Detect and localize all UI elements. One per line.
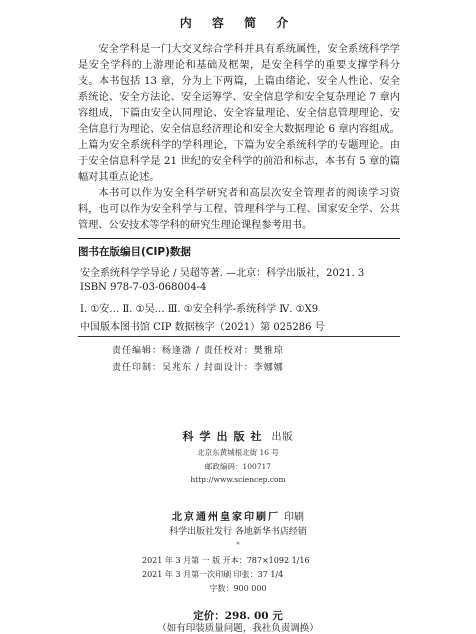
cip-line: 中国版本图书馆 CIP 数据核字（2021）第 025286 号 [80, 322, 325, 333]
credit-line-production: 责任印制：吴兆东 / 封面设计：李娜娜 [112, 363, 284, 373]
wordcount-line: 字数：900 000 [209, 584, 267, 593]
publisher-address: 北京东黄城根北街 16 号 [197, 448, 279, 457]
publisher-suffix: 出版 [271, 432, 294, 443]
publisher-postcode: 邮政编码：100717 [204, 462, 272, 471]
credit-line-editor: 责任编辑：杨逢渤 / 责任校对：樊雅琼 [112, 346, 284, 356]
cip-title: 图书在版编目(CIP)数据 [78, 246, 191, 258]
intro-body [78, 42, 400, 234]
cip-line: ISBN 978-7-03-068004-4 [80, 282, 207, 293]
printer-name: 北京通州皇家印刷厂 [172, 512, 280, 523]
publisher-line [0, 428, 476, 444]
printing-line: 2021 年 3 月第一次印刷 印张：37 1/4 [142, 570, 284, 579]
intro-title: 内 容 简 介 [179, 16, 297, 30]
edition-line: 2021 年 3 月第 一 版 开本：787×1092 1/16 [142, 556, 310, 565]
cip-line: Ⅰ. ①安… Ⅱ. ①吴… Ⅲ. ①安全科学-系统科学 Ⅳ. ①X9 [80, 304, 319, 315]
section-divider [78, 238, 400, 239]
cip-divider [78, 336, 400, 337]
publisher-website: http://www.sciencep.com [190, 475, 286, 484]
distribution-line: 科学出版社发行 各地新华书店经销 [169, 527, 307, 537]
separator-star: * [236, 541, 240, 549]
printer-line [0, 508, 476, 523]
quality-notice: （如有印装质量问题，我社负责调换） [157, 623, 319, 634]
price: 定价：298. 00 元 [193, 610, 283, 622]
cip-line: 安全系统科学学导论 / 吴超等著. —北京：科学出版社，2021. 3 [80, 268, 365, 279]
intro-paragraph: 安全学科是一门大交叉综合学科并具有系统属性，安全系统科学学是安全学科的上游理论和基础及框架，是安全科学的重要支撑学科分支。本书包括 13 章，分为上下两篇，上篇由绪论、安全人性论、安全系统论、安全方法论、安全运筹学、安全信息学和安全复杂理论 7 章内容组成，下篇由安全认同理论、安全容量理论、安全信息管理理论、安全信息行为理论、安全信息经济理论和安全大数据理论 6 章内容组成。上篇为安全系统科学的学科理论，下篇为安全系统科学的专题理论。由于安全信息科学是 21 世纪的安全科学的前沿和标志，本书有 5 章的篇幅对其重点论述。 [78, 44, 400, 183]
intro-paragraph: 本书可以作为安全科学研究者和高层次安全管理者的阅读学习资料，也可以作为安全科学与工程、管理科学与工程、国家安全学、公共管理、公安技术等学科的研究生理论课程参考用书。 [78, 188, 400, 231]
publisher-name: 科学出版社 [182, 430, 268, 443]
printer-suffix: 印刷 [284, 512, 304, 523]
